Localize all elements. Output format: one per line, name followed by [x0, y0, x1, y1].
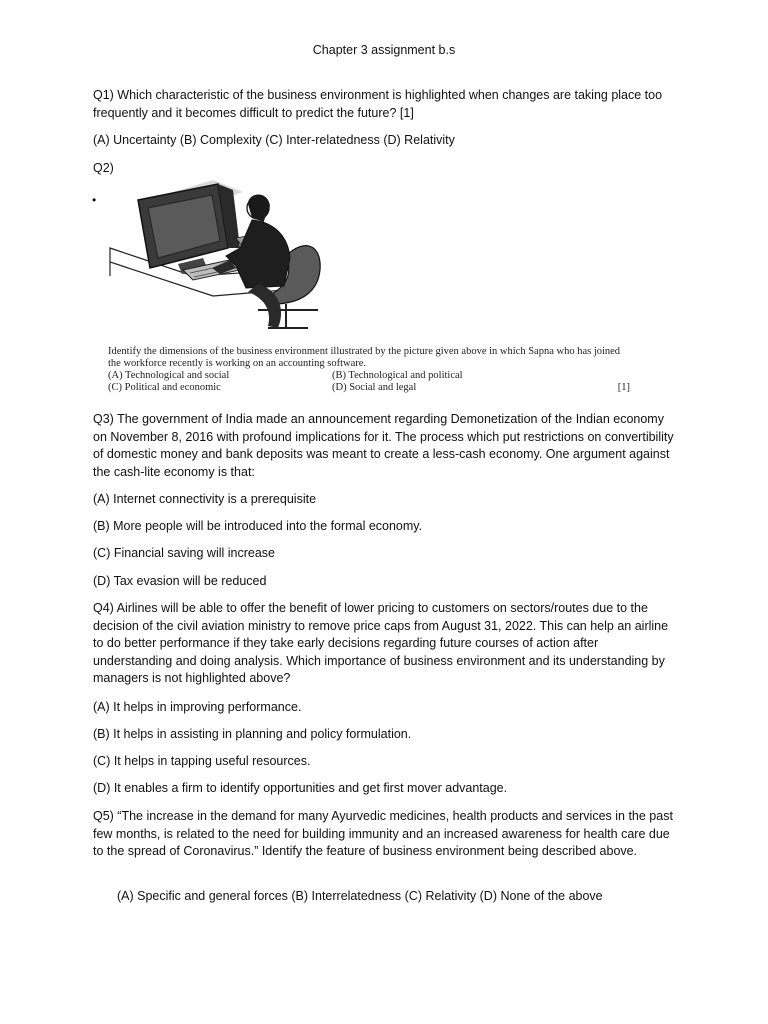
- question-4-option-c: (C) It helps in tapping useful resources.: [93, 754, 311, 768]
- figure-options-row-1: [108, 370, 630, 382]
- figure-option-b: (B) Technological and political: [332, 370, 463, 381]
- question-5-text: Q5) “The increase in the demand for many Ayurvedic medicines, health products and services in the past few months, is related to the need for building immunity and an increased awareness for health care due to the spread of Coronavirus.” Identify the feature of business environment being described above.: [93, 809, 673, 858]
- question-4-option-d: (D) It enables a firm to identify opportunities and get first mover advantage.: [93, 781, 508, 795]
- question-4-option-b: (B) It helps in assisting in planning and policy formulation.: [93, 727, 412, 741]
- question-4-text: Q4) Airlines will be able to offer the benefit of lower pricing to customers on sectors/routes due to the decision of the civil aviation ministry to remove price caps from August 31, 2022. This can help an airline to do better performance if they take early decisions regarding future courses of action after understanding and doing analysis. Which importance of business environment and its understanding by managers is not highlighted above?: [93, 601, 669, 685]
- question-2-figure-caption-block: [108, 346, 630, 394]
- question-1-text: Q1) Which characteristic of the business environment is highlighted when changes are taking place too frequently and it becomes difficult to predict the future? [1]: [93, 88, 663, 120]
- question-4-option-a: (A) It helps in improving performance.: [93, 700, 302, 714]
- figure-option-a: (A) Technological and social: [108, 370, 230, 381]
- question-3-text: Q3) The government of India made an announcement regarding Demonetization of the Indian economy on November 8, 2016 with profound implications for it. The process which put restrictions on convertibility of domestic money and bank deposits was meant to create a less-cash economy. One argument against the cash-lite economy is that:: [93, 412, 674, 479]
- question-5-options: (A) Specific and general forces (B) Interrelatedness (C) Relativity (D) None of the above: [117, 889, 603, 903]
- figure-caption-text: Identify the dimensions of the business environment illustrated by the picture given above in which Sapna who has joined the workforce recently is working on an accounting software.: [108, 346, 621, 369]
- figure-options-row-2: [108, 382, 630, 394]
- bullet-mark: •: [92, 193, 97, 207]
- figure-option-c: (C) Political and economic: [108, 382, 221, 393]
- page-title: Chapter 3 assignment b.s: [312, 43, 456, 57]
- question-3-option-d: (D) Tax evasion will be reduced: [93, 574, 267, 588]
- figure-marks: [1]: [617, 382, 630, 393]
- question-3-option-a: (A) Internet connectivity is a prerequisite: [93, 492, 317, 506]
- question-3-option-b: (B) More people will be introduced into the formal economy.: [93, 519, 423, 533]
- question-3-option-c: (C) Financial saving will increase: [93, 546, 276, 560]
- question-2-label: Q2): [93, 161, 114, 175]
- figure-option-d: (D) Social and legal: [332, 382, 417, 393]
- woman-at-computer-illustration: [108, 178, 630, 348]
- question-1-options: (A) Uncertainty (B) Complexity (C) Inter-relatedness (D) Relativity: [93, 133, 455, 147]
